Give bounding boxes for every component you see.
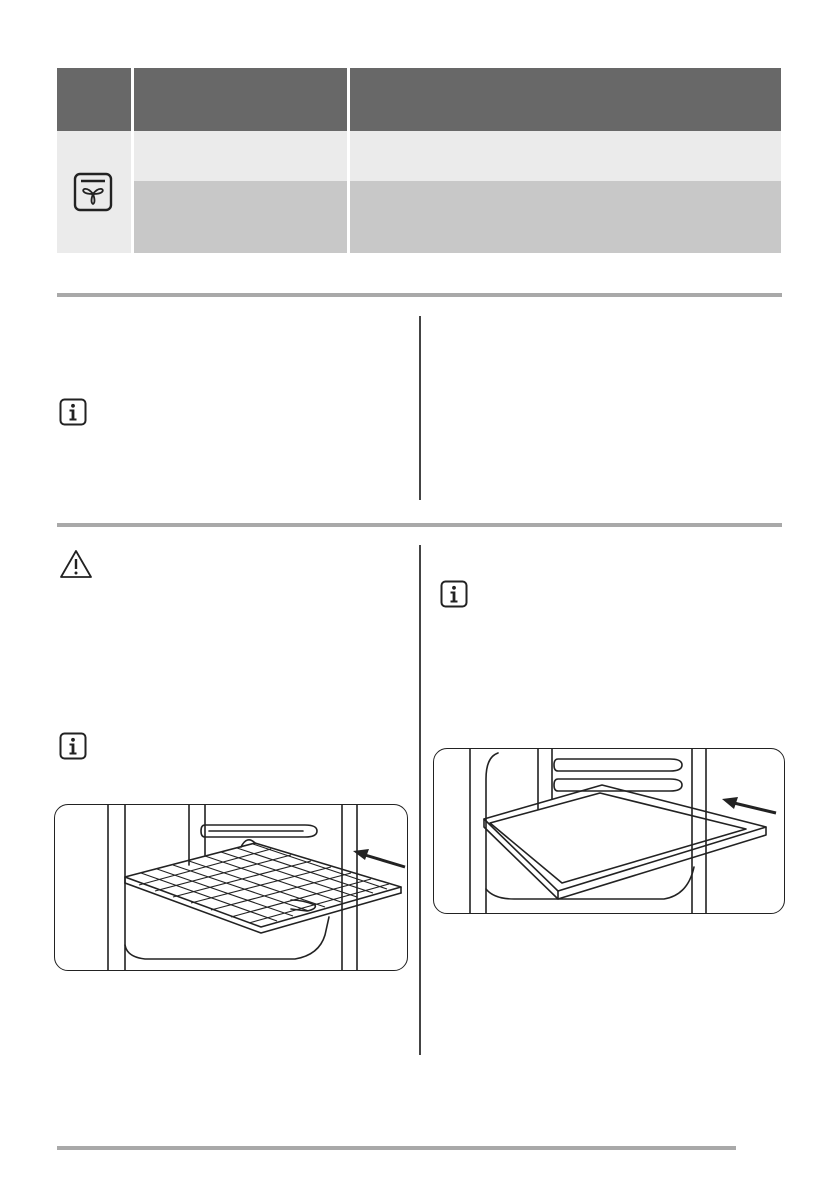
column-divider	[419, 316, 421, 500]
warning-icon	[59, 549, 93, 579]
section-divider	[57, 523, 782, 527]
footer-divider	[57, 1146, 736, 1150]
table-divider	[347, 68, 350, 253]
wire-shelf-insertion-illustration	[54, 804, 408, 971]
arrow-left-icon	[722, 797, 776, 813]
table-row	[134, 131, 781, 181]
arrow-left-icon	[353, 849, 405, 867]
baking-tray-insertion-illustration	[433, 748, 785, 914]
info-icon	[59, 732, 87, 760]
fan-icon	[73, 172, 113, 212]
column-divider	[419, 545, 421, 1055]
section-divider	[57, 293, 782, 297]
table-row	[134, 181, 781, 253]
function-table	[57, 68, 781, 253]
info-icon	[59, 398, 87, 426]
table-header	[57, 68, 781, 131]
info-icon	[440, 580, 468, 608]
table-divider	[131, 68, 134, 253]
